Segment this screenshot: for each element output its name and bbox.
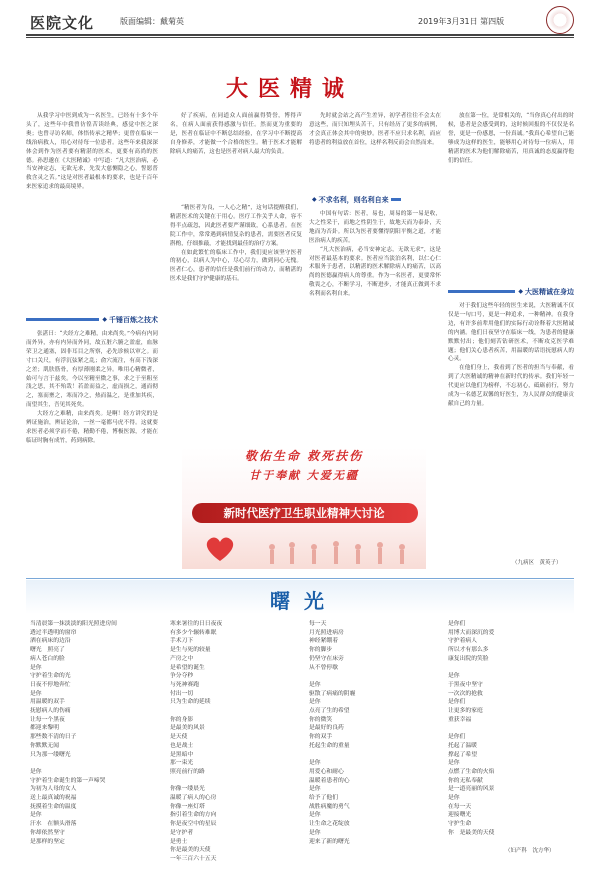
diamond-icon: ◆ xyxy=(312,196,317,203)
heart-hands-icon xyxy=(202,533,238,563)
subheading-3 xyxy=(448,286,574,297)
subheading-1 xyxy=(26,314,158,325)
banner-main-title: 新时代医疗卫生职业精神大讨论 xyxy=(223,506,385,520)
article-column-1b xyxy=(26,330,158,574)
header-rule xyxy=(26,34,574,36)
subheading-2 xyxy=(309,194,441,205)
issue-date: 2019年3月31日 第四版 xyxy=(418,17,505,26)
poem-column-1: 当清晨第一抹淡淡的阳光照进房间 透过半透明的窗帘 洒在病床的边沿 曙光 照亮了 病人苍白的脸 是你 守护着生命的光 日夜不停地奔忙 是你 用温暖的双手 抚慰病人的伤痛 让每一个黑夜 都迎来黎明 那些数不清的日子 你默默无闻 只为那一缕曙光 是你 守护着生命诞生的第一声啼哭 为初为人母的女人 送上最真诚的祝福 抚摸着生命的温度 是你 汗水 在额头滑落 你却依然坚守 是那样的坚定 xyxy=(30,621,117,845)
hospital-logo-icon xyxy=(546,6,574,34)
editor-credit: 版面编辑：戴菊英 xyxy=(120,17,184,26)
paragraph: 好了疾病，在同道众人面前赢得赞誉，博得声名，在病人面前获得感激与信任。然而更为重要的是，医者在临证中不断总结经验，在学习中不断提高自身修养，才能做一个合格的医生。精于医术才能解除病人的痛苦，这也是医者对病人最大的负责。 xyxy=(170,113,302,155)
article-column-4b xyxy=(448,302,574,552)
article-column-3a xyxy=(309,112,441,190)
diamond-icon: ◆ xyxy=(518,288,523,295)
poem-author: （妇产科 沈方华） xyxy=(505,848,555,854)
article-column-1a xyxy=(26,112,158,310)
banner-slogan-1: 敬佑生命 救死扶伤 xyxy=(244,449,364,463)
poem-column-4: 是你们 用博大而深沉的爱 守护着病人 所以才有那么多 康复出院的笑脸 是你 于黑夜中坚守 一次次的抢救 是你们 让更多的家庭 重获幸福 是你们 托起了温暖 撑起了希望 是你 点燃了生命的火焰 你的无私奉献 是一道亮丽的风景 是你 在每一天 迎接曙光 守护生命 你 是最美的天使 xyxy=(448,621,495,836)
subheading-label: 不求名利，则名利自来 xyxy=(318,195,389,204)
article-column-3b xyxy=(309,210,441,444)
subheading-bar xyxy=(448,290,515,293)
poem-column-3: 每一天 月光照进病房 神经紧绷着 你的脚步 仍坚守在床旁 从不曾停歇 是你 驱散了病痛的阴霾 是你 点亮了生的希望 你的微笑 是最好的良药 你的双手 托起生命的重量 是你 用爱心和耐心 温暖着患者的心 是你 给予了他们 战胜病魔的勇气 是你 让生命之花绽放 是你 迎来了新的曙光 xyxy=(309,621,356,845)
paragraph: “凡大医治病，必当安神定志，无欲无求”，这是对医者最基本的要求。医者应当淡泊名利，以仁心仁术服务于患者，以精湛的医术解除病人的痛苦，以高尚的医德赢得病人的尊重。作为一名医者，更要常怀敬畏之心，不断学习，不断进步，才能真正做到不求名利而名利自来。 xyxy=(309,246,441,298)
paragraph: 放在第一位，是常相关的，“当你真心付出的时候，患者是会感受到的，这时候回报的不仅仅是名誉，更是一份感恩，一份真诚。”我真心希望自己能够成为这样的医生，能够用心对待每一位病人，用精湛的医术为他们解除痛苦，用真诚的态度赢得他们的信任。 xyxy=(448,113,574,164)
campaign-banner xyxy=(182,447,426,569)
paragraph: 先时就会站之高产生差异，初学者往往不会太在意这些，而只知埋头苦干，只有经历了更多的病例，才会真正体会其中的奥妙。医者不应只求名利，而应将患者的利益放在首位，这样名利反而会自然而来。 xyxy=(309,113,441,146)
header-rule-thin xyxy=(26,37,574,38)
poem-title: 曙光 xyxy=(270,589,338,613)
paragraph: 在他们身上，我看到了医者的担当与奉献，看到了大医精诚的精神在新时代的传承。我们年轻一代更应以他们为榜样，不忘初心，砥砺前行，努力成为一名德艺双馨的好医生，为人民群众的健康贡献自己的力量。 xyxy=(448,365,574,407)
article-column-2b xyxy=(170,204,302,444)
section-title: 医院文化 xyxy=(30,14,95,32)
diamond-icon: ◆ xyxy=(102,316,107,323)
section-divider xyxy=(26,578,574,579)
paragraph: 从我学习中医到成为一名医生，已经有十多个年头了，这些年中我曾彷徨苦读经典，感觉中医之深奥；也曾寻访名师，体悟传承之精华；更曾在临床一线治病救人，用心对待每一位患者。这些年来我深深体会到作为医者要有精湛的医术，更要有高尚的医德。孙思邈在《大医精诚》中写道：“凡大医治病，必当安神定志，无欲无求，先发大慈恻隐之心，誓愿普救含灵之苦。”这是对医者最根本的要求，也是千百年来医家追求的最高境界。 xyxy=(26,113,158,191)
article-headline: 大医精诚 xyxy=(226,76,355,102)
paragraph: “精医者为良，一人心之精”，这句话提醒我们，精湛医术的关键在于用心。医疗工作关乎人命，容不得半点疏忽，因此医者要严谨细致，心系患者。在医院工作中，常常遇到病情复杂的患者，需要医者反复斟酌，仔细推敲，才能找到最佳的治疗方案。 xyxy=(170,205,302,247)
article-column-2a xyxy=(170,112,302,198)
subheading-label: 大医精诚在身边 xyxy=(525,287,574,296)
subheading-label: 千锤百炼之技术 xyxy=(109,315,158,324)
subheading-bar xyxy=(26,318,99,321)
poem-column-2: 寒来暑往的日日夜夜 有多少个辗转难眠 手术刀下 是生与死的较量 产房之中 是希望的诞生 争分夺秒 与死神赛跑 付出一切 只为生命的延续 你的身影 是最美的风景 是天使 也是战士 是黑暗中 那一束光 照亮前行的路 你像一缕晨光 温暖了病人的心房 你像一座灯塔 指引着生命的方向 你是夜空中的星辰 是守护者 是勇士 你是最美的天使 一年三百六十五天 xyxy=(170,621,223,862)
paragraph: 在如此繁忙的临床工作中，我们更应该坚守医者的初心，以病人为中心，尽心尽力，做到问心无愧。医者仁心，患者的信任是我们前行的动力，而精湛的医术是我们守护健康的基石。 xyxy=(170,249,302,283)
paragraph: 对于我们这些年轻的医生来说，大医精诚不仅仅是一句口号，更是一种追求，一种精神。在我身边，有许多前辈用他们的实际行动诠释着大医精诚的内涵。他们日夜坚守在临床一线，为患者的健康默默付出；他们刻苦钻研医术，不断攻克医学难题；他们关心患者疾苦，用温暖的话语抚慰病人的心灵。 xyxy=(448,303,574,363)
article-author: （九病区 黄英子） xyxy=(512,560,562,566)
people-silhouettes-icon xyxy=(262,539,412,567)
banner-slogan-2: 甘于奉献 大爱无疆 xyxy=(249,469,359,482)
subheading-bar xyxy=(391,198,401,201)
article-column-4a xyxy=(448,112,574,282)
paragraph: 大经方之难精，由来尚矣。是啊！经方讲究的是辨证施治，辨证论治，一丝一毫都马虎不得。这就要求医者必须学而不倦，精勤不倦，博极医源，才能在临证时胸有成竹，药到病除。 xyxy=(26,411,158,444)
page-header xyxy=(0,0,600,52)
paragraph: 张湛曰：“夫经方之难精，由来尚矣。”今病有内同而外异，亦有内异而外同，故五脏六腑之盈虚，血脉荣卫之通塞，固非耳目之所察，必先诊候以审之。而寸口关尺，有浮沉弦紧之乱；俞穴流注，有高下浅深之差；肌肤筋骨，有厚薄刚柔之异。唯用心精微者，始可与言于兹矣。今以至精至微之事，求之于至粗至浅之思，其不殆哉！若盈而益之，虚而损之，通而彻之，塞而壅之，寒而冷之，热而温之，是重加其疾，而望其生，吾见其死矣。 xyxy=(26,331,158,409)
paragraph: 中国有句话：医者，易也，周易的第一易是收，大之性采于，而地之性阴生于，故地天而为泰卦，天地而为否卦。所以为医者要懂得阴阳平衡之道，才能医治病人的疾苦。 xyxy=(309,211,441,244)
